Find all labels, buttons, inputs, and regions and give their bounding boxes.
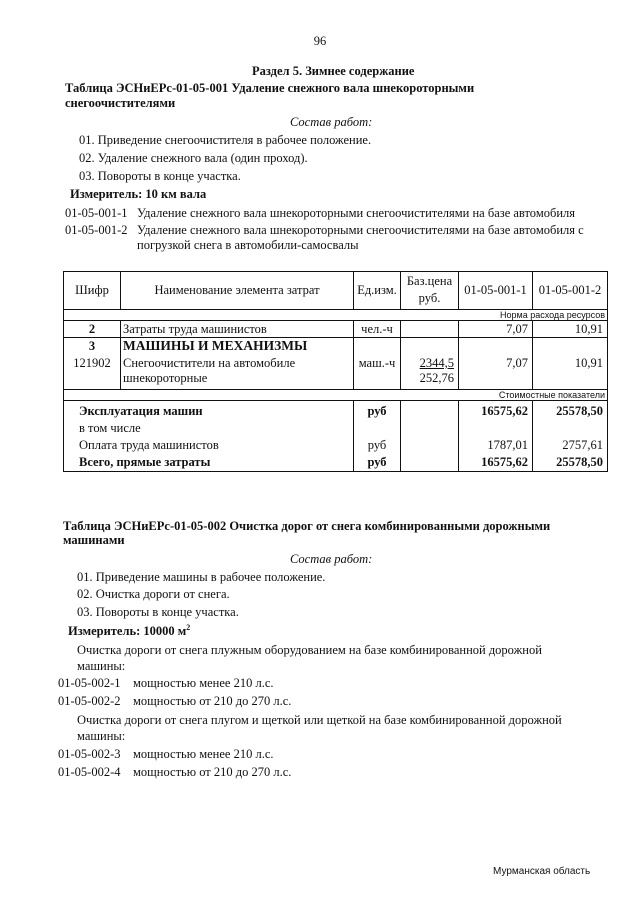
table2-work-2: 02. Очистка дороги от снега. (77, 587, 230, 601)
table2-group2-line1: Очистка дороги от снега плугом и щеткой или щеткой на базе комбинированной дорожной (77, 713, 562, 727)
table2-item-text: мощностью от 210 до 270 л.с. (133, 765, 292, 779)
cost-name: Оплата труда машинистов (79, 438, 219, 452)
table1-work-1: 01. Приведение снегоочистителя в рабочее положение. (79, 133, 372, 147)
row-price: 2344,5 (419, 356, 454, 370)
table1-heading-line1: Таблица ЭСНиЕРс-01-05-001 Удаление снежного вала шнекороторными (65, 81, 475, 95)
table1-item-text-2b: погрузкой снега в автомобили-самосвалы (137, 238, 359, 252)
cost-unit: руб (367, 438, 387, 452)
table2-item-code: 01-05-002-3 (58, 747, 121, 761)
col-header-price-2: руб. (418, 291, 441, 305)
col-header-code: Шифр (75, 283, 109, 297)
table2-heading-line1: Таблица ЭСНиЕРс-01-05-002 Очистка дорог от снега комбинированными дорожными (63, 519, 551, 533)
row-value-1: 7,07 (506, 322, 528, 336)
row-name: Затраты труда машинистов (123, 322, 267, 336)
row-value-2: 10,91 (574, 322, 603, 336)
table1-work-2: 02. Удаление снежного вала (один проход). (79, 151, 308, 165)
row-unit: чел.-ч (361, 322, 393, 336)
table1-heading-line2: снегоочистителями (65, 96, 176, 110)
table2-works-title: Состав работ: (290, 552, 373, 566)
section-title: Раздел 5. Зимнее содержание (252, 64, 415, 78)
row-value-1: 7,07 (506, 356, 528, 370)
row-name-2: шнекороторные (123, 371, 208, 385)
table2-meter: Измеритель: 10000 $м^2$ (68, 623, 191, 639)
cost-name: Эксплуатация машин (79, 404, 203, 418)
table2-work-3: 03. Повороты в конце участка. (77, 605, 239, 619)
row-unit: маш.-ч (358, 356, 396, 370)
table1-item-text-2: Удаление снежного вала шнекороторными снегоочистителями на базе автомобиля с (137, 223, 584, 237)
col-header-unit: Ед.изм. (357, 283, 397, 297)
page-number: 96 (313, 34, 327, 48)
table2-heading-line2: машинами (63, 533, 125, 547)
table1-item-text-1: Удаление снежного вала шнекороторными снегоочистителями на базе автомобиля (137, 206, 576, 220)
cost-value-2: 25578,50 (556, 404, 603, 418)
cost-value-2: 2757,61 (562, 438, 603, 452)
table2-work-1: 01. Приведение машины в рабочее положение. (77, 570, 326, 584)
table2-item-code: 01-05-002-2 (58, 694, 121, 708)
norm-label: Норма расхода ресурсов (500, 310, 605, 320)
col-header-col2: 01-05-001-2 (538, 283, 602, 297)
col-header-price-1: Баз.цена (406, 274, 453, 288)
row-code: 2 (88, 322, 96, 336)
table1-work-3: 03. Повороты в конце участка. (79, 169, 241, 183)
table1-item-code-2: 01-05-001-2 (65, 223, 128, 237)
table2-group2-line2: машины: (77, 729, 126, 743)
cost-label: Стоимостные показатели (498, 390, 605, 400)
table2-item-code: 01-05-002-4 (58, 765, 121, 779)
table1-works-title: Состав работ: (290, 115, 373, 129)
footer-region: Мурманская область (493, 866, 591, 877)
cost-value-1: 1787,01 (487, 438, 528, 452)
row-price-2: 252,76 (419, 371, 454, 385)
row-code: 121902 (73, 356, 111, 370)
row-code: 3 (88, 339, 96, 353)
table2-group1-line2: машины: (77, 659, 126, 673)
table1-meter: Измеритель: 10 км вала (70, 187, 207, 201)
table1-item-code-1: 01-05-001-1 (65, 206, 128, 220)
cost-name: Всего, прямые затраты (79, 455, 211, 469)
cost-value-1: 16575,62 (481, 455, 528, 469)
table2-item-code: 01-05-002-1 (58, 676, 121, 690)
table2-item-text: мощностью менее 210 л.с. (133, 747, 274, 761)
table2-item-text: мощностью от 210 до 270 л.с. (133, 694, 292, 708)
col-header-name: Наименование элемента затрат (154, 283, 320, 297)
cost-value-2: 25578,50 (556, 455, 603, 469)
col-header-col1: 01-05-001-1 (464, 283, 527, 297)
cost-value-1: 16575,62 (481, 404, 528, 418)
row-value-2: 10,91 (574, 356, 603, 370)
table2-item-text: мощностью менее 210 л.с. (133, 676, 274, 690)
cost-unit: руб (367, 455, 387, 469)
row-name: МАШИНЫ И МЕХАНИЗМЫ (123, 338, 308, 353)
cost-unit: руб (367, 404, 387, 418)
cost-name: в том числе (79, 421, 141, 435)
row-name: Снегоочистители на автомобиле (123, 356, 296, 370)
table2-group1-line1: Очистка дороги от снега плужным оборудованием на базе комбинированной дорожной (77, 643, 542, 657)
